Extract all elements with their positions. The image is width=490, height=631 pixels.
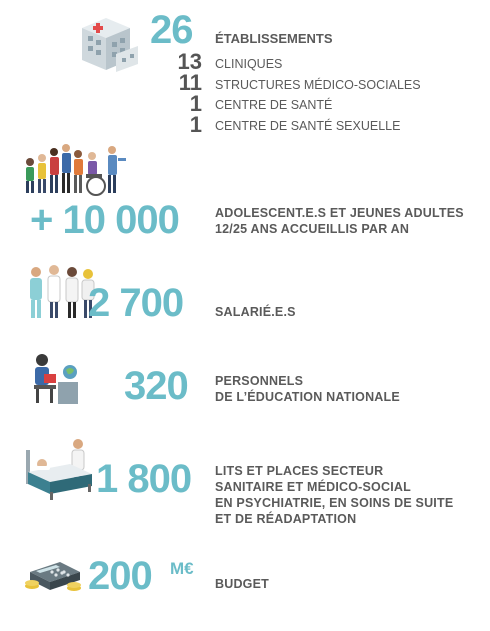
etablissements-total: 26: [150, 8, 193, 52]
centre-sante-sexuelle-count: 1: [189, 112, 202, 137]
education-line2: DE L’ÉDUCATION NATIONALE: [215, 390, 400, 404]
youth-group-icon: [20, 142, 128, 200]
cliniques-label: CLINIQUES: [215, 57, 283, 71]
salaries-number: 2 700: [88, 281, 184, 325]
lits-line2: SANITAIRE ET MÉDICO-SOCIAL: [215, 480, 411, 494]
structures-label: STRUCTURES MÉDICO-SOCIALES: [215, 78, 421, 92]
jeunes-number: + 10 000: [30, 198, 179, 242]
structures-count: 11: [178, 70, 202, 95]
jeunes-line1: ADOLESCENT.E.S ET JEUNES ADULTES: [215, 206, 464, 220]
lits-line3: EN PSYCHIATRIE, EN SOINS DE SUITE: [215, 496, 454, 510]
budget-label: BUDGET: [215, 577, 269, 591]
staff-icon: [22, 264, 98, 322]
hospital-bed-icon: [22, 436, 104, 502]
budget-unit: M€: [170, 559, 194, 578]
lits-number: 1 800: [96, 457, 192, 501]
teacher-icon: [30, 352, 82, 408]
education-number: 320: [124, 364, 188, 408]
centre-sante-sexuelle-label: CENTRE DE SANTÉ SEXUELLE: [215, 119, 401, 133]
lits-line1: LITS ET PLACES SECTEUR: [215, 464, 384, 478]
centre-sante-label: CENTRE DE SANTÉ: [215, 98, 333, 112]
education-line1: PERSONNELS: [215, 374, 304, 388]
calculator-coins-icon: [24, 556, 84, 594]
etablissements-label: ÉTABLISSEMENTS: [215, 31, 333, 46]
centre-sante-count: 1: [189, 91, 202, 116]
budget-number: 200: [88, 554, 152, 598]
cliniques-count: 13: [177, 49, 202, 74]
jeunes-line2: 12/25 ANS ACCUEILLIS PAR AN: [215, 222, 410, 236]
lits-line4: ET DE RÉADAPTATION: [215, 512, 357, 526]
salaries-label: SALARIÉ.E.S: [215, 305, 296, 319]
hospital-icon: [76, 14, 142, 76]
